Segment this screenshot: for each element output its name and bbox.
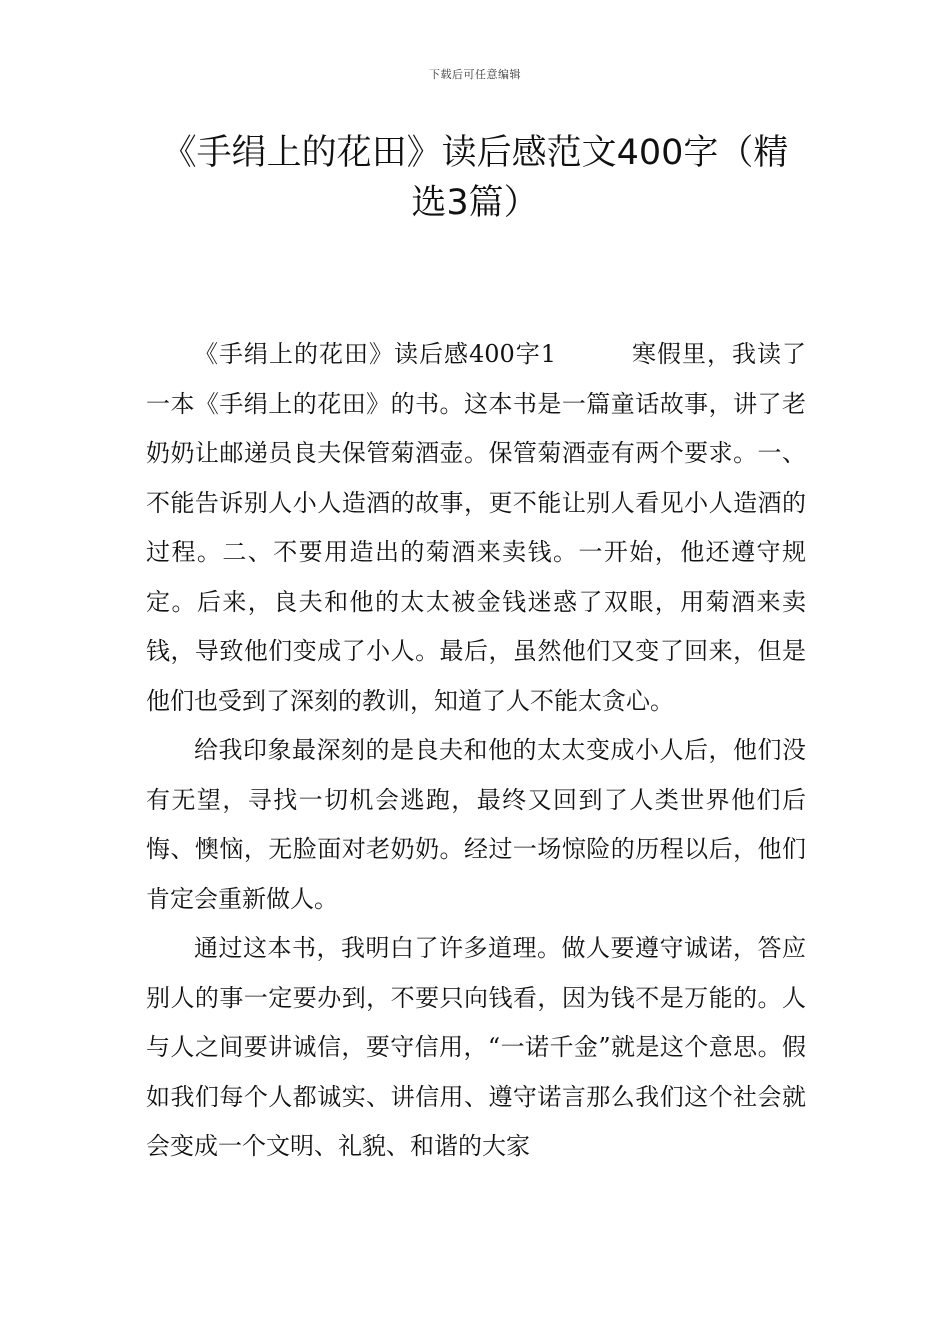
section-heading: 《手绢上的花田》读后感400字1 [194, 340, 557, 368]
document-title: 《手绢上的花田》读后感范文400字（精选3篇） [161, 133, 789, 223]
paragraph-3: 通过这本书，我明白了许多道理。做人要遵守诚诺，答应别人的事一定要办到，不要只向钱看，因为钱不是万能的。人与人之间要讲诚信，要守信用，“一诺千金”就是这个意思。假如我们每个人都诚实、讲信用、遵守诺言那么我们这个社会就会变成一个文明、礼貌、和谐的大家 [146, 934, 806, 1160]
paragraph-2: 给我印象最深刻的是良夫和他的太太变成小人后，他们没有无望，寻找一切机会逃跑，最终又回到了人类世界他们后悔、懊恼，无脸面对老奶奶。经过一场惊险的历程以后，他们肯定会重新做人。 [146, 736, 806, 913]
paragraph-1 [146, 330, 806, 726]
paragraph-1-text: 寒假里，我读了一本《手绢上的花田》的书。这本书是一篇童话故事，讲了老奶奶让邮递员良夫保管菊酒壶。保管菊酒壶有两个要求。一、不能告诉别人小人造酒的故事，更不能让别人看见小人造酒的过程。二、不要用造出的菊酒来卖钱。一开始，他还遵守规定。后来，良夫和他的太太被金钱迷惑了双眼，用菊酒来卖钱，导致他们变成了小人。最后，虽然他们又变了回来，但是他们也受到了深刻的教训，知道了人不能太贪心。 [146, 340, 807, 715]
header-note: 下载后可任意编辑 [429, 68, 521, 81]
document-body [146, 330, 806, 1172]
